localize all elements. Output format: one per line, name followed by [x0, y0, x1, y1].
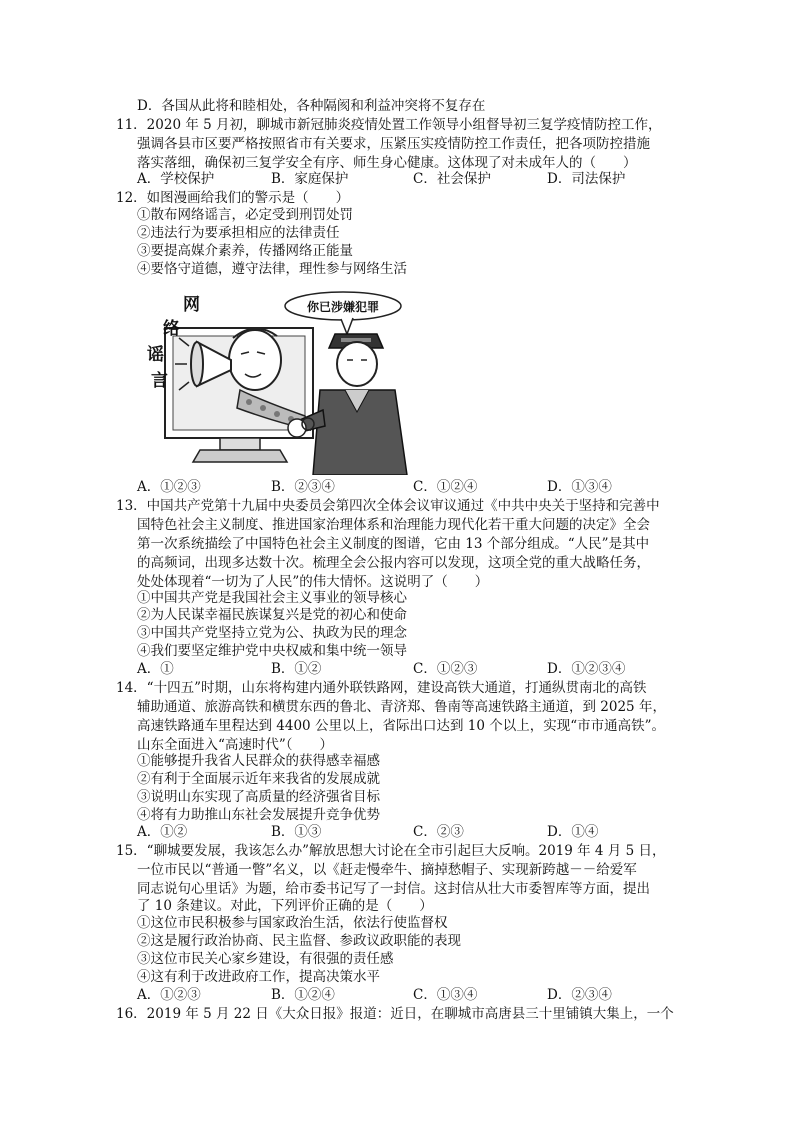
q11-options	[137, 170, 677, 189]
q14-stem-line: 山东全面进入“高速时代”（ ）	[137, 737, 334, 753]
q12-stem-line: 12．如图漫画给我们的警示是（ ）	[116, 190, 350, 206]
q10-option-d: D．各国从此将和睦相处，各种隔阂和利益冲突将不复存在	[137, 98, 486, 114]
q13-statement: ①中国共产党是我国社会主义事业的领导核心	[137, 590, 407, 606]
q11-option-b: B．家庭保护	[271, 171, 349, 187]
q14-stem-line: 高速铁路通车里程达到 4400 公里以上，省际出口达到 10 个以上，实现“市市通高铁”。	[137, 718, 666, 734]
q13-stem-line: 的高频词，出现多达数十次。梳理全会公报内容可以发现，这项全党的重大战略任务，	[137, 555, 650, 571]
q15-statement: ②这是履行政治协商、民主监督、参政议政职能的表现	[137, 933, 461, 949]
speech-bubble-text: 你已涉嫌犯罪	[306, 300, 380, 314]
q12-options	[137, 478, 677, 497]
q13-option-b: B．①②	[271, 661, 322, 677]
q14-option-d: D．①④	[547, 824, 599, 840]
shout-text-char: 络	[163, 319, 180, 339]
q13-option-a: A．①	[137, 661, 174, 677]
q15-stem-line: 了 10 条建议。对此，下列评价正确的是（ ）	[137, 898, 433, 914]
q12-option-d: D．①③④	[547, 479, 612, 495]
q14-options	[137, 823, 677, 842]
q13-stem-line: 处处体现着“一切为了人民”的伟大情怀。这说明了（ ）	[137, 574, 489, 590]
q11-option-c: C．社会保护	[413, 171, 491, 187]
q14-option-b: B．①③	[271, 824, 322, 840]
q15-stem-line: 同志说句心里话》为题，给市委书记写了一封信。这封信从壮大市委智库等方面，提出	[137, 881, 650, 897]
q13-stem-line: 13．中国共产党第十九届中央委员会第四次全体会议审议通过《中共中央关于坚持和完善中	[116, 498, 660, 514]
shout-text-char: 谣	[147, 345, 164, 365]
q16-stem-line: 16．2019 年 5 月 22 日《大众日报》报道：近日，在聊城市高唐县三十里铺镇大集上，一个	[116, 1006, 674, 1022]
q15-stem-line: 一位市民以“普通一瞥”名义，以《赶走慢牵牛、摘掉愁帽子、实现新跨越－－给爱军	[137, 862, 637, 878]
q13-statement: ③中国共产党坚持立党为公、执政为民的理念	[137, 625, 407, 641]
q12-option-b: B．②③④	[271, 479, 335, 495]
q15-stem-line: 15．“聊城要发展，我该怎么办”解放思想大讨论在全市引起巨大反响。2019 年 4 月 5 日，	[116, 843, 666, 859]
q13-option-c: C．①②③	[413, 661, 478, 677]
q14-statement: ①能够提升我省人民群众的获得感幸福感	[137, 753, 380, 769]
q11-option-a: A．学校保护	[137, 171, 215, 187]
q12-statement: ③要提高媒介素养，传播网络正能量	[137, 243, 353, 259]
q13-statement: ②为人民谋幸福民族谋复兴是党的初心和使命	[137, 607, 407, 623]
q12-statement: ①散布网络谣言，必定受到刑罚处罚	[137, 207, 353, 223]
q11-stem-line: 11．2020 年 5 月初，聊城市新冠肺炎疫情处置工作领导小组督导初三复学疫情防控工作，	[116, 117, 662, 133]
q13-options	[137, 660, 677, 679]
q11-option-d: D．司法保护	[547, 171, 626, 187]
q13-stem-line: 国特色社会主义制度、推进国家治理体系和治理能力现代化若干重大问题的决定》全会	[137, 517, 650, 533]
q12-option-a: A．①②③	[137, 479, 201, 495]
q15-statement: ③这位市民关心家乡建设，有很强的责任感	[137, 951, 394, 967]
internet-rumor-cartoon	[145, 290, 415, 475]
q15-option-c: C．①③④	[413, 987, 478, 1003]
q14-statement: ③说明山东实现了高质量的经济强省目标	[137, 789, 380, 805]
q11-stem-line: 落实落细，确保初三复学安全有序、师生身心健康。这体现了对未成年人的（ ）	[137, 155, 637, 171]
q14-stem-line: 14．“十四五”时期，山东将构建内通外联铁路网，建设高铁大通道，打通纵贯南北的高铁	[116, 680, 647, 696]
q14-statement: ②有利于全面展示近年来我省的发展成就	[137, 771, 380, 787]
q13-stem-line: 第一次系统描绘了中国特色社会主义制度的图谱，它由 13 个部分组成。“人民”是其中	[137, 536, 650, 552]
q14-option-c: C．②③	[413, 824, 464, 840]
q13-statement: ④我们要坚定维护党中央权威和集中统一领导	[137, 643, 407, 659]
q12-statement: ④要恪守道德，遵守法律，理性参与网络生活	[137, 261, 407, 277]
q12-option-c: C．①②④	[413, 479, 478, 495]
shout-text-char: 网	[183, 295, 200, 315]
q15-option-b: B．①②④	[271, 987, 335, 1003]
q14-statement: ④将有力助推山东社会发展提升竞争优势	[137, 807, 380, 823]
q14-option-a: A．①②	[137, 824, 188, 840]
q11-stem-line: 强调各县市区要严格按照省市有关要求，压紧压实疫情防控工作责任，把各项防控措施	[137, 136, 650, 152]
q15-option-a: A．①②③	[137, 987, 201, 1003]
q14-stem-line: 辅助通道、旅游高铁和横贯东西的鲁北、青济郑、鲁南等高速铁路主通道，到 2025 年，	[137, 699, 666, 715]
shout-text-char: 言	[151, 371, 168, 391]
q15-option-d: D．②③④	[547, 987, 612, 1003]
q13-option-d: D．①②③④	[547, 661, 626, 677]
q15-statement: ④这有利于改进政府工作，提高决策水平	[137, 969, 380, 985]
q12-statement: ②违法行为要承担相应的法律责任	[137, 225, 340, 241]
q15-statement: ①这位市民积极参与国家政治生活，依法行使监督权	[137, 915, 448, 931]
q15-options	[137, 986, 677, 1005]
